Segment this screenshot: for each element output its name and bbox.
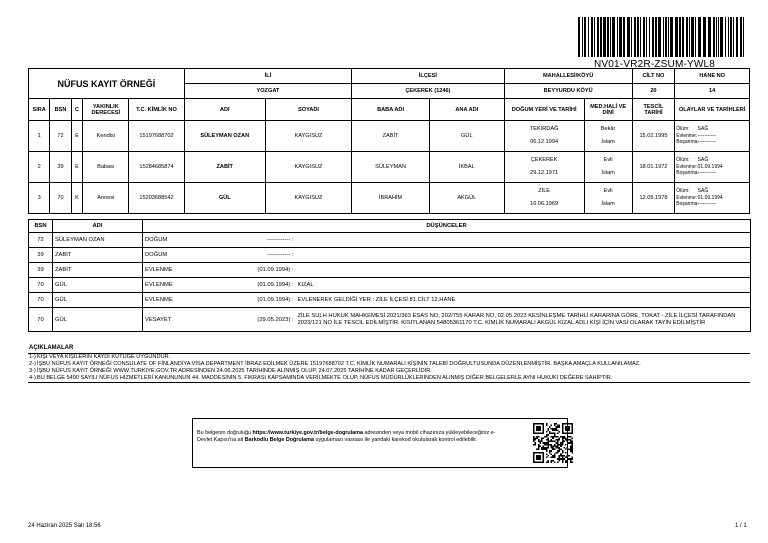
col-c: C bbox=[71, 99, 83, 121]
yakinlik-cell: Annesi bbox=[83, 183, 129, 214]
yakinlik-cell: Babası bbox=[83, 152, 129, 183]
cilt-value: 20 bbox=[632, 84, 675, 99]
col-adi: ADI bbox=[184, 99, 265, 121]
note-olay: VESAYET bbox=[143, 308, 228, 332]
note-adi: GÜL bbox=[53, 293, 143, 308]
notes-col-adi: ADI bbox=[53, 220, 143, 233]
il-value: YOZGAT bbox=[184, 84, 351, 99]
note-row bbox=[29, 308, 751, 332]
dogum-tarihi: 29.12.1971 bbox=[530, 170, 559, 176]
aciklamalar-title: AÇIKLAMALAR bbox=[28, 343, 750, 354]
note-bsn: 70 bbox=[29, 308, 53, 332]
table-row bbox=[29, 183, 750, 214]
note-olay: EVLENME bbox=[143, 278, 228, 293]
medhal-cell bbox=[584, 183, 632, 214]
note-tarih: ------------ : bbox=[228, 248, 296, 263]
din: İslam bbox=[601, 201, 615, 207]
ana-cell: AKGÜL bbox=[429, 183, 504, 214]
evlenme-label: Evlenme: bbox=[676, 194, 698, 201]
note-adi: ZABİT bbox=[53, 248, 143, 263]
sira-cell: 3 bbox=[29, 183, 50, 214]
bosanma-value: ----------- bbox=[697, 170, 716, 177]
evlenme-value: 01.09.1994 bbox=[697, 194, 723, 201]
note-adi: GÜL bbox=[53, 308, 143, 332]
medeni-hal: Evli bbox=[603, 188, 613, 194]
evlenme-value: 01.09.1994 bbox=[697, 163, 723, 170]
dogum-tarihi: 06.12.1994 bbox=[530, 139, 559, 145]
dogum-cell bbox=[504, 183, 584, 214]
hane-label: HANE NO bbox=[675, 69, 750, 84]
bosanma-value: ----------- bbox=[697, 201, 716, 208]
adi-cell: SÜLEYMAN OZAN bbox=[184, 121, 265, 152]
dogum-cell bbox=[504, 152, 584, 183]
dogum-cell bbox=[504, 121, 584, 152]
cilt-label: CİLT NO bbox=[632, 69, 675, 84]
note-tarih: ------------ : bbox=[228, 233, 296, 248]
col-yakinlik: YAKINLIK DERECESİ bbox=[83, 99, 129, 121]
note-bsn: 70 bbox=[29, 278, 53, 293]
col-olaylar: OLAYLAR VE TARİHLERİ bbox=[675, 99, 750, 121]
olaylar-cell bbox=[675, 183, 750, 214]
dogum-yeri: ÇEKEREK bbox=[530, 157, 558, 163]
bosanma-label: Boşanma: bbox=[676, 139, 699, 146]
note-adi: GÜL bbox=[53, 278, 143, 293]
document-id: NV01-VR2R-ZSUM-YWL8 bbox=[594, 59, 716, 70]
col-ana: ANA ADI bbox=[429, 99, 504, 121]
note-aciklama bbox=[296, 248, 751, 263]
tc-cell: 15197688702 bbox=[129, 121, 184, 152]
evlenme-label: Evlenme: bbox=[676, 163, 698, 170]
baba-cell: İBRAHİM bbox=[352, 183, 430, 214]
table-row bbox=[29, 152, 750, 183]
aciklama-text: İŞBU NÜFUS KAYIT ÖRNEĞİ WWW.TURKIYE.GOV.TR ADRESİNDEN 24.06.2025 TARİHİNDE ALINMIŞ OLUP, 24.07.2025 TARİHİNE KADAR GEÇERLİDİR. bbox=[37, 368, 432, 374]
olaylar-cell bbox=[675, 152, 750, 183]
medeni-hal: Evli bbox=[603, 157, 613, 163]
dogum-tarihi: 16.06.1969 bbox=[530, 201, 559, 207]
bosanma-value: ----------- bbox=[697, 139, 716, 146]
adi-cell: ZABİT bbox=[184, 152, 265, 183]
aciklama-item bbox=[28, 361, 750, 368]
col-dogum: DOĞUM YERİ VE TARİHİ bbox=[504, 99, 584, 121]
medhal-cell bbox=[584, 152, 632, 183]
dogum-yeri: TEKİRDAĞ bbox=[529, 126, 559, 132]
note-aciklama bbox=[296, 233, 751, 248]
soyadi-cell: KAYGISUZ bbox=[265, 183, 351, 214]
mahalle-label: MAHALLESİ/KÖYÜ bbox=[504, 69, 632, 84]
adi-cell: GÜL bbox=[184, 183, 265, 214]
note-bsn: 70 bbox=[29, 293, 53, 308]
aciklama-item bbox=[28, 354, 750, 361]
olum-value: SAĞ bbox=[697, 157, 709, 164]
note-bsn: 39 bbox=[29, 263, 53, 278]
aciklama-text: KİŞİ VEYA KİŞİLERİN KAYDI KÜTÜĞE UYGUNDUR. bbox=[37, 354, 171, 360]
mahalle-value: BEYYURDU KÖYÜ bbox=[504, 84, 632, 99]
din: İslam bbox=[601, 139, 615, 145]
col-soyadi: SOYADI bbox=[265, 99, 351, 121]
note-row bbox=[29, 248, 751, 263]
note-aciklama: ZİLE SULH HUKUK MAHKEMESİ 2021/363 ESAS NO, 202/755 KARAR NO, 02.05.2023 KESİNLEŞME TARİHLİ KARARINA GÖRE, TOKAT - ZİLE İLÇESİ TARAFINDAN 2023/121 NO İLE TESCİL EDİLMİŞTİR. KISITLANAN 54805361170 T.C. KİMLİK NUMARALI AKGÜL KIZAL ADLI KİŞİ İÇİN VASİ OLARAK TAYİN EDİLMİŞTİR bbox=[296, 308, 751, 332]
bsn-cell: 72 bbox=[50, 121, 71, 152]
registry-table bbox=[28, 68, 750, 214]
olum-label: Ölüm: bbox=[676, 188, 690, 195]
note-bsn: 72 bbox=[29, 233, 53, 248]
note-aciklama: EVLENEREK GELDİĞİ YER : ZİLE İLÇESİ 81.CİLT 12.HANE bbox=[296, 293, 751, 308]
note-adi: SÜLEYMAN OZAN bbox=[53, 233, 143, 248]
bsn-cell: 70 bbox=[50, 183, 71, 214]
evlenme-value: ----------- bbox=[697, 132, 716, 139]
note-tarih: (01.09.1994) : bbox=[228, 263, 296, 278]
col-baba: BABA ADI bbox=[352, 99, 430, 121]
tc-cell: 15203688542 bbox=[129, 183, 184, 214]
note-tarih: (01.09.1994) : bbox=[228, 293, 296, 308]
col-tc: T.C. KİMLİK NO bbox=[129, 99, 184, 121]
bosanma-label: Boşanma: bbox=[676, 201, 699, 208]
note-row bbox=[29, 233, 751, 248]
baba-cell: ZABİT bbox=[352, 121, 430, 152]
document-title: NÜFUS KAYIT ÖRNEĞİ bbox=[29, 69, 185, 99]
aciklama-number: 4-) bbox=[29, 375, 36, 381]
col-bsn: BSN bbox=[50, 99, 71, 121]
note-tarih: (01.09.1994) : bbox=[228, 278, 296, 293]
footer-date: 24 Haziran 2025 Salı 18:56 bbox=[28, 523, 101, 529]
hane-value: 14 bbox=[675, 84, 750, 99]
verify-text-1: Bu belgenin doğruluğu bbox=[197, 430, 253, 436]
barcode bbox=[578, 17, 749, 57]
verify-app-name: Barkodlu Belge Doğrulama bbox=[244, 437, 314, 443]
cinsiyet-cell: E bbox=[71, 121, 83, 152]
yakinlik-cell: Kendisi bbox=[83, 121, 129, 152]
aciklama-text: İŞBU NÜFUS KAYIT ÖRNEĞİ CONSULATE OF FİNLANDİYA VİSA DEPARTMENT İBRAZ EDİLMEK ÜZERE 15197688702 T.C. KİMLİK NUMARALI KİŞİNİN TALEBİ DOĞRULTUSUNDA DÜZENLENMİŞTİR. BAŞKA AMAÇLA KULLANILAMAZ. bbox=[37, 361, 641, 367]
qr-code-icon bbox=[533, 423, 573, 463]
verification-box bbox=[192, 418, 568, 468]
col-tescil: TESCİL TARİHİ bbox=[632, 99, 675, 121]
evlenme-label: Evlenme: bbox=[676, 132, 698, 139]
note-row bbox=[29, 278, 751, 293]
aciklama-text: BU BELGE 5490 SAYILI NÜFUS HİZMETLERİ KANUNUNUN 44. MADDESİNİN 5. FIKRASI KAPSAMINDA VERİLMEKTE OLUP, NÜFUS MÜDÜRLÜKLERİNDEN ALINMIŞ DİĞER BELGELERLE AYNI HUKUKİ DEĞERE SAHİPTİR. bbox=[37, 375, 613, 381]
note-row bbox=[29, 263, 751, 278]
notes-table bbox=[28, 219, 751, 332]
olaylar-cell bbox=[675, 121, 750, 152]
dogum-yeri: ZİLE bbox=[538, 188, 551, 194]
verify-text-2: adresinden veya mobil cihazınıza yükleyebileceğiniz e-Devlet Kapısı'na ait bbox=[197, 430, 496, 443]
sira-cell: 1 bbox=[29, 121, 50, 152]
verification-link[interactable]: https://www.turkiye.gov.tr/belge-dogrulama bbox=[252, 430, 363, 436]
cinsiyet-cell: K bbox=[71, 183, 83, 214]
cinsiyet-cell: E bbox=[71, 152, 83, 183]
note-adi: ZABİT bbox=[53, 263, 143, 278]
medhal-cell bbox=[584, 121, 632, 152]
din: İslam bbox=[601, 170, 615, 176]
ana-cell: İKBAL bbox=[429, 152, 504, 183]
aciklama-number: 3-) bbox=[29, 368, 36, 374]
soyadi-cell: KAYGISUZ bbox=[265, 152, 351, 183]
col-medhal: MED.HALİ VE DİNİ bbox=[584, 99, 632, 121]
olum-value: SAĞ bbox=[697, 188, 709, 195]
note-olay: DOĞUM bbox=[143, 248, 228, 263]
il-label: İLİ bbox=[184, 69, 351, 84]
soyadi-cell: KAYGISUZ bbox=[265, 121, 351, 152]
aciklama-item bbox=[28, 375, 750, 382]
note-aciklama bbox=[296, 263, 751, 278]
ilce-label: İLÇESİ bbox=[352, 69, 505, 84]
tescil-cell: 12.05.1978 bbox=[632, 183, 675, 214]
table-row bbox=[29, 121, 750, 152]
col-sira: SIRA bbox=[29, 99, 50, 121]
medeni-hal: Bekâr bbox=[600, 126, 616, 132]
bsn-cell: 39 bbox=[50, 152, 71, 183]
olum-label: Ölüm: bbox=[676, 157, 690, 164]
footer-page-number: 1 / 1 bbox=[735, 523, 747, 529]
aciklama-number: 1-) bbox=[29, 354, 36, 360]
notes-col-bsn: BSN bbox=[29, 220, 53, 233]
notes-header-row bbox=[29, 220, 751, 233]
aciklama-number: 2-) bbox=[29, 361, 36, 367]
column-header-row bbox=[29, 99, 750, 121]
aciklamalar-section bbox=[28, 343, 750, 383]
aciklamalar-list bbox=[28, 354, 750, 383]
tescil-cell: 15.02.1995 bbox=[632, 121, 675, 152]
tescil-cell: 18.01.1972 bbox=[632, 152, 675, 183]
note-olay: EVLENME bbox=[143, 263, 228, 278]
aciklama-item bbox=[28, 368, 750, 375]
note-bsn: 39 bbox=[29, 248, 53, 263]
note-olay: DOĞUM bbox=[143, 233, 228, 248]
note-row bbox=[29, 293, 751, 308]
tc-cell: 15284685874 bbox=[129, 152, 184, 183]
ana-cell: GÜL bbox=[429, 121, 504, 152]
baba-cell: SÜLEYMAN bbox=[352, 152, 430, 183]
note-aciklama: KIZAL bbox=[296, 278, 751, 293]
olum-value: SAĞ bbox=[697, 126, 709, 133]
note-olay: EVLENME bbox=[143, 293, 228, 308]
bosanma-label: Boşanma: bbox=[676, 170, 699, 177]
sira-cell: 2 bbox=[29, 152, 50, 183]
ilce-value: ÇEKEREK (1246) bbox=[352, 84, 505, 99]
olum-label: Ölüm: bbox=[676, 126, 690, 133]
verification-text bbox=[197, 430, 497, 444]
verify-text-3: uygulaması vasıtası ile yandaki karekod okutularak kontrol edilebilir. bbox=[313, 437, 478, 443]
note-tarih: (29.05.2023) : bbox=[228, 308, 296, 332]
notes-col-dusunceler: DÜŞÜNCELER bbox=[143, 220, 751, 233]
